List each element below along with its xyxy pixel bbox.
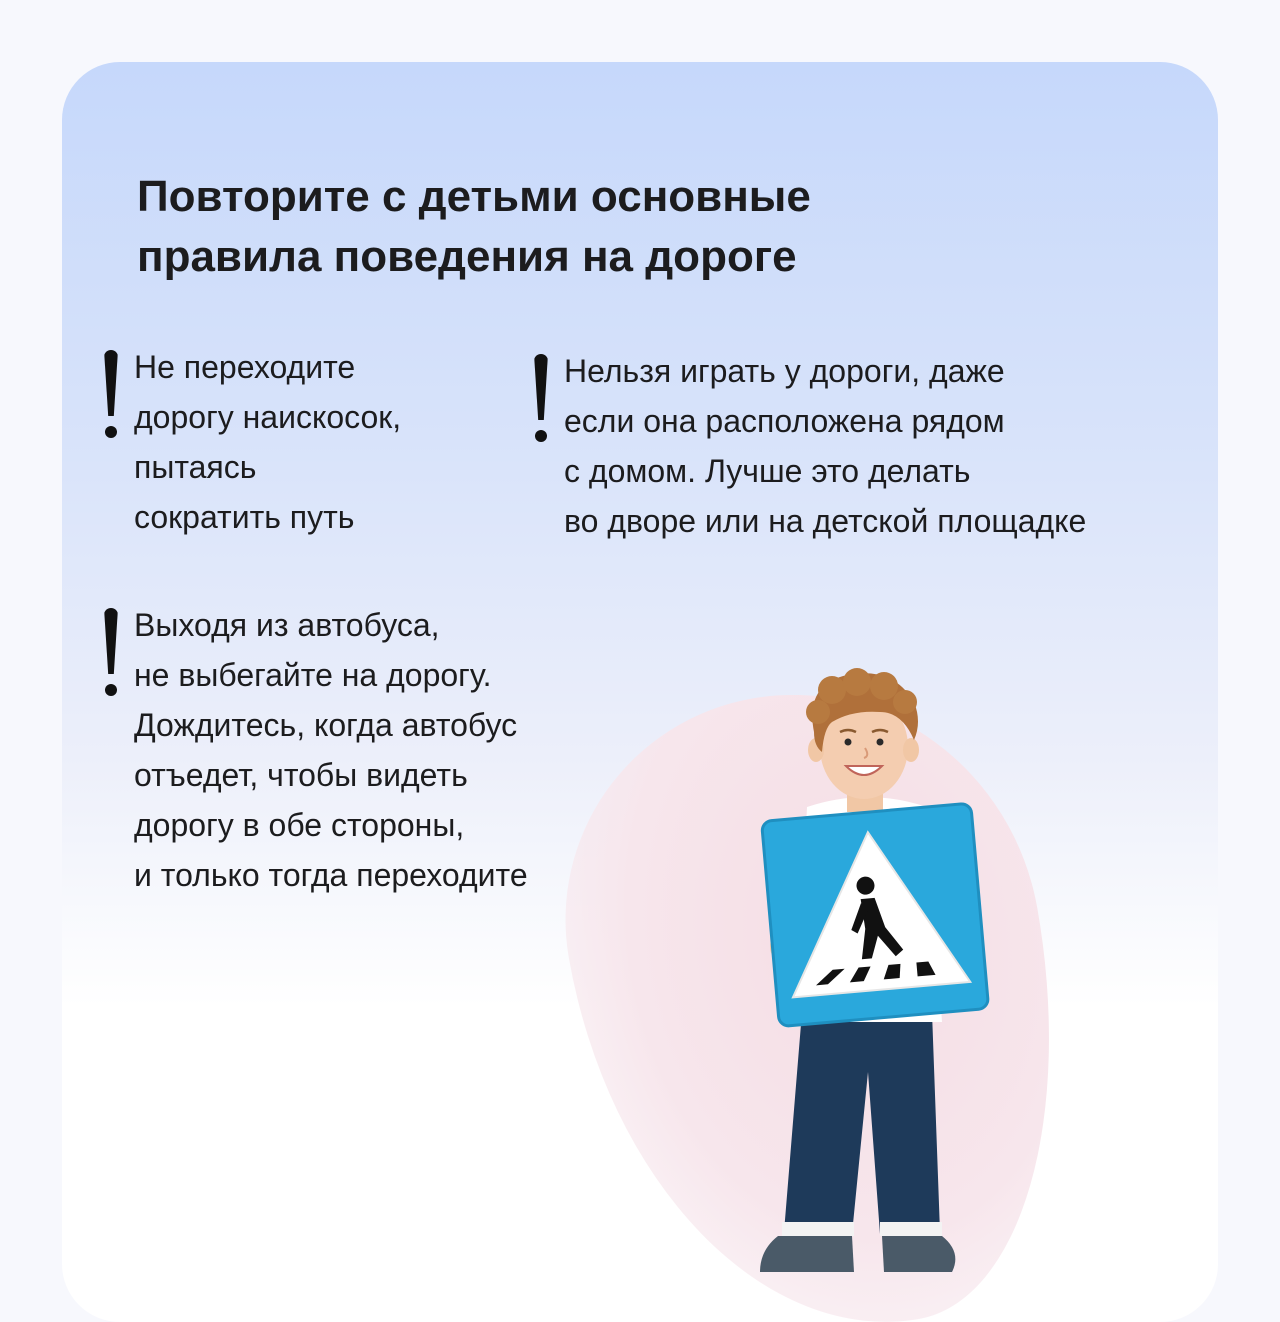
rule-text: Выходя из автобуса, не выбегайте на дорогу. Дождитесь, когда автобус отъедет, чтобы видеть дорогу в обе стороны, и только тогда переходите — [134, 607, 528, 893]
pedestrian-crossing-sign-icon — [762, 803, 989, 1027]
rule-text: Нельзя играть у дороги, даже если она расположена рядом с домом. Лучше это делать во дворе или на детской площадке — [564, 353, 1087, 539]
head — [806, 668, 919, 799]
boy-holding-sign-illustration — [62, 62, 1218, 1280]
rule-text: Не переходите дорогу наискосок, пытаясь сократить путь — [134, 349, 402, 535]
page-title: Повторите с детьми основные правила поведения на дороге — [137, 172, 811, 281]
info-card — [62, 62, 1218, 1322]
trousers — [782, 1012, 942, 1236]
shoes — [760, 1236, 955, 1272]
